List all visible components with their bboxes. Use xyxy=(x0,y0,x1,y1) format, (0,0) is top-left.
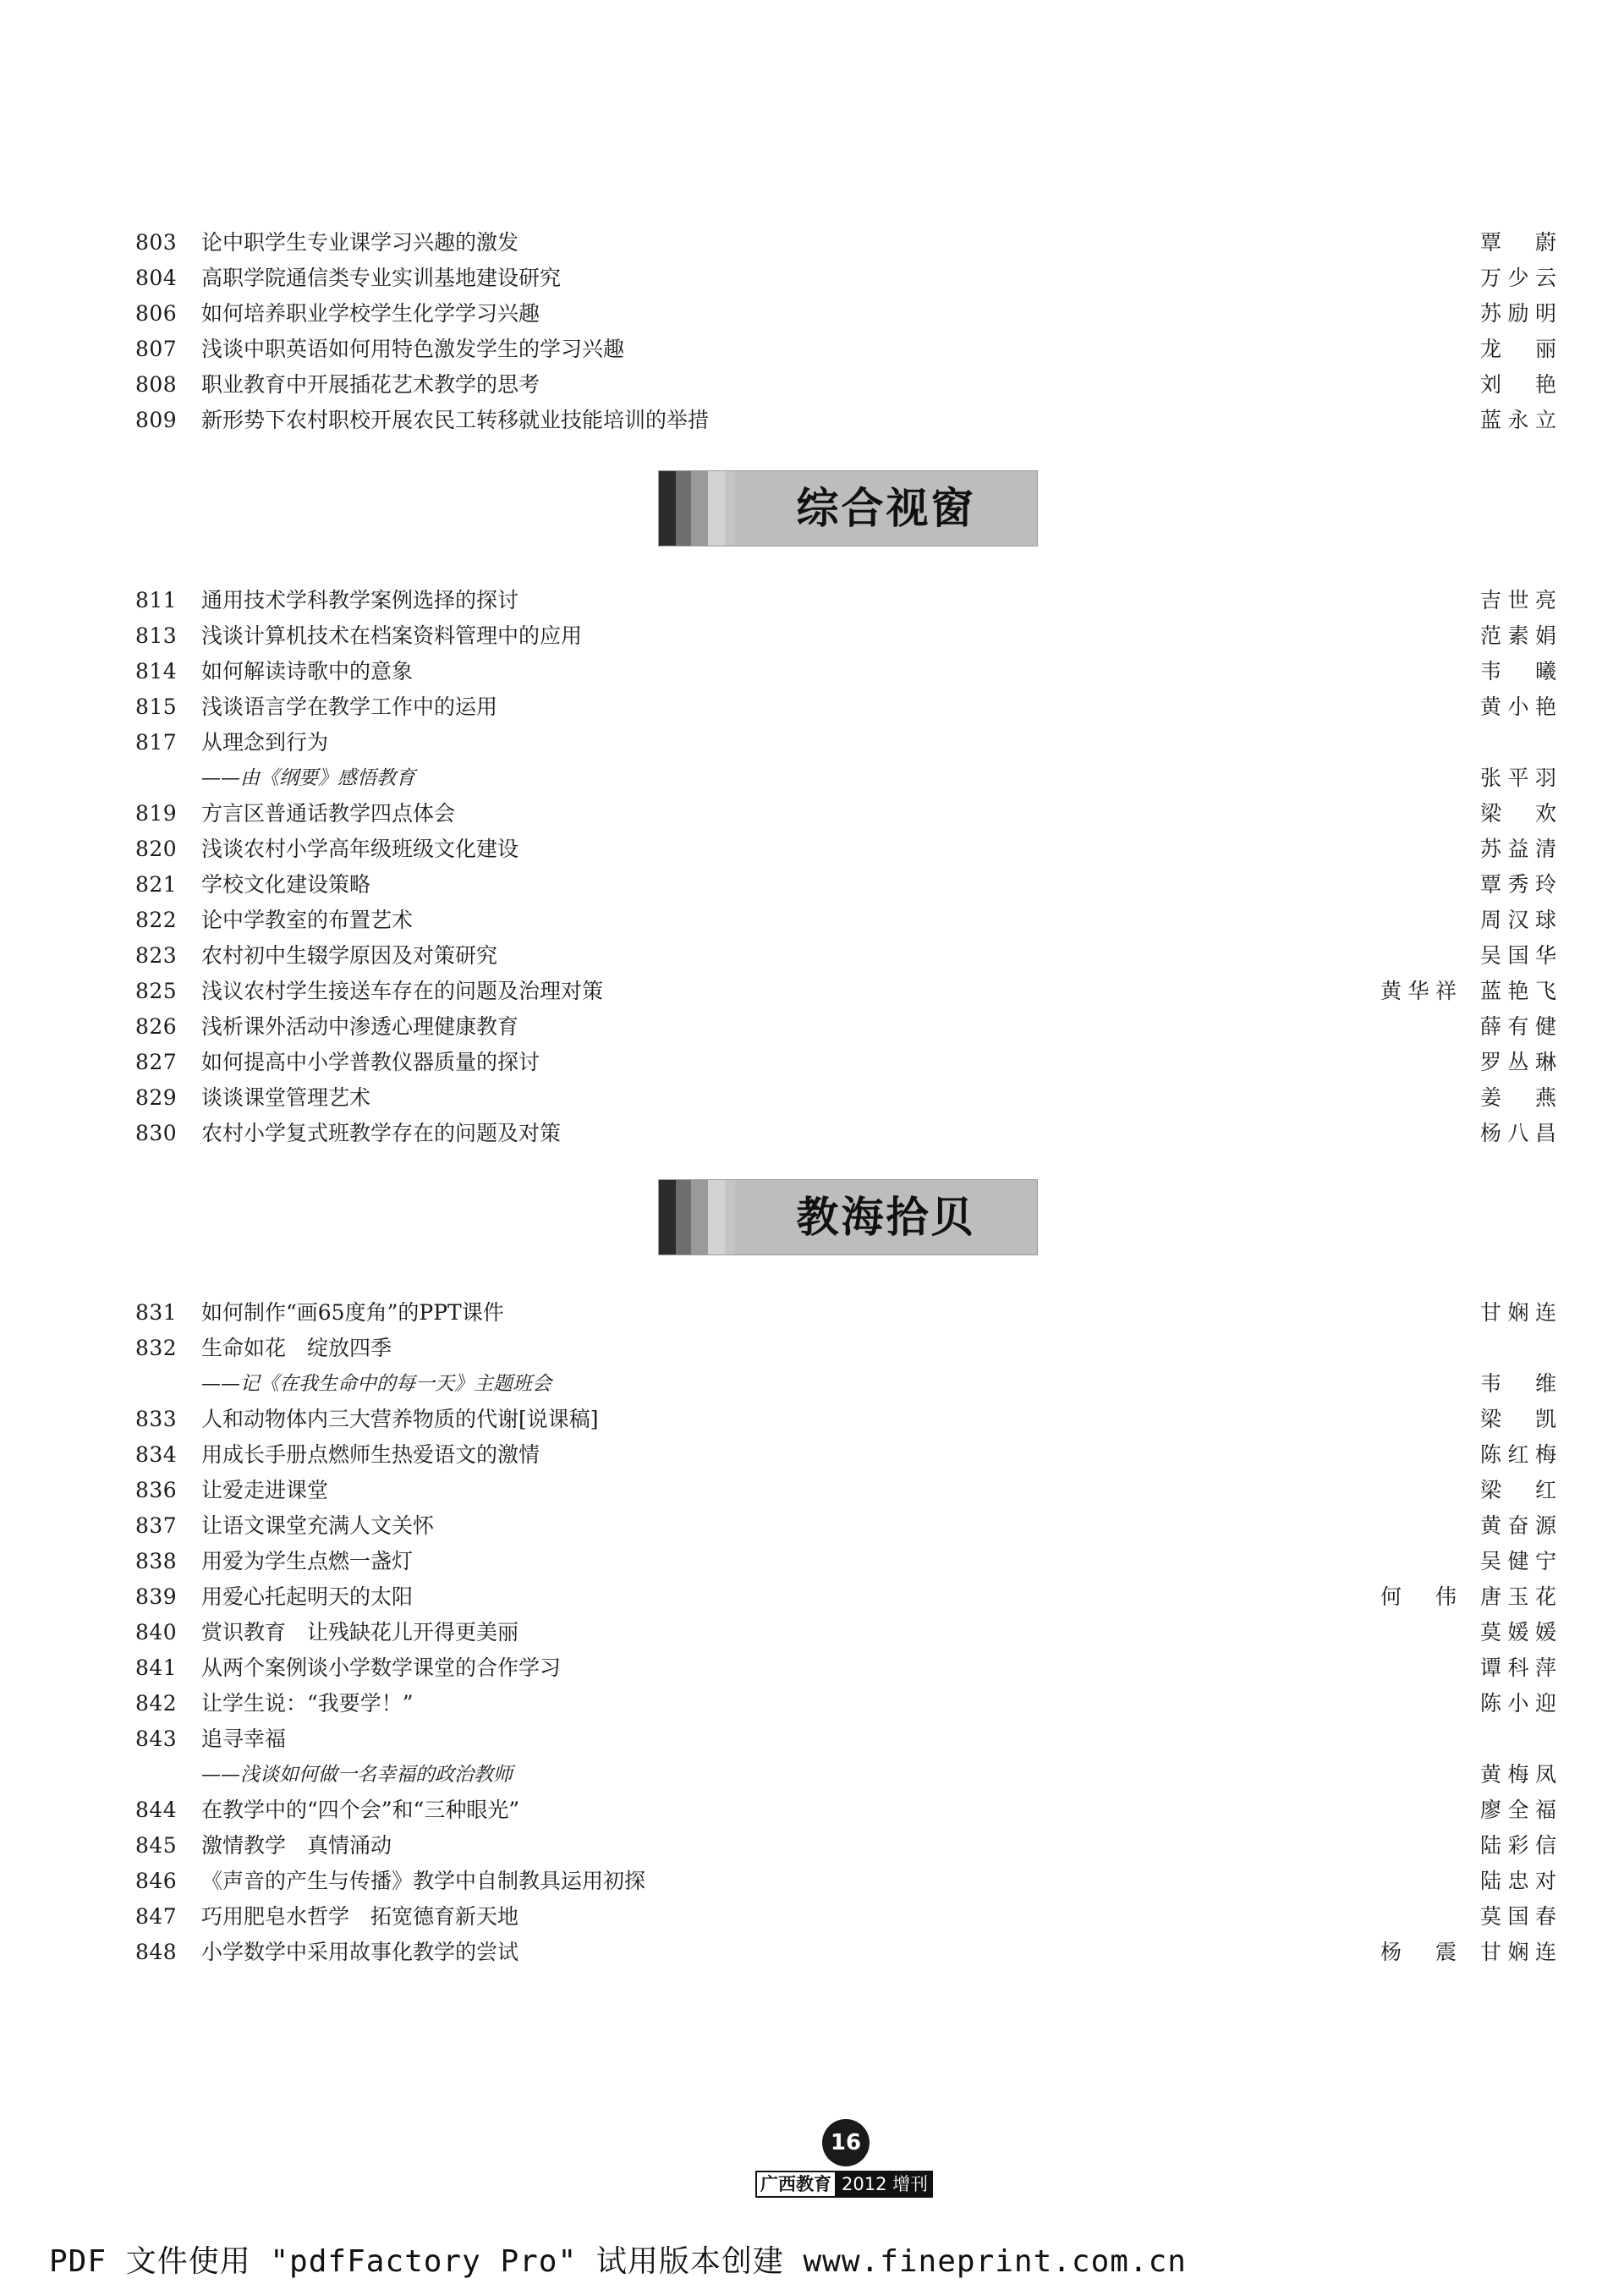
toc-row[interactable] xyxy=(135,1116,1556,1151)
banner-stripe xyxy=(708,471,725,546)
author: 姜 燕 xyxy=(1480,1085,1556,1110)
toc-row[interactable] xyxy=(135,403,1556,438)
article-title: 浅谈中职英语如何用特色激发学生的学习兴趣 xyxy=(201,337,625,361)
author: 吉世亮 xyxy=(1480,588,1556,612)
author: 陆忠对 xyxy=(1480,1869,1556,1893)
author: 韦 曦 xyxy=(1480,659,1556,684)
page-number: 809 xyxy=(135,408,178,432)
banner-stripe xyxy=(691,1180,708,1255)
page-number: 839 xyxy=(135,1584,178,1609)
author: 莫国春 xyxy=(1480,1904,1556,1929)
toc-row[interactable] xyxy=(135,1331,1556,1366)
page-number: 804 xyxy=(135,266,178,290)
toc-row[interactable] xyxy=(135,1721,1556,1757)
article-title: 赏识教育 让残缺花儿开得更美丽 xyxy=(201,1620,519,1644)
author: 韦 维 xyxy=(1480,1371,1556,1396)
section-heading-banner xyxy=(658,1179,1038,1255)
author: 甘娴连 xyxy=(1480,1300,1556,1325)
toc-row[interactable] xyxy=(135,1899,1556,1935)
toc-row[interactable] xyxy=(135,1935,1556,1970)
article-title: 在教学中的“四个会”和“三种眼光” xyxy=(201,1798,520,1822)
page-number: 845 xyxy=(135,1833,178,1858)
pdf-watermark: PDF 文件使用 "pdfFactory Pro" 试用版本创建 www.fineprint.com.cn xyxy=(49,2244,1187,2279)
banner-stripe xyxy=(676,471,691,546)
page-number: 843 xyxy=(135,1727,178,1751)
page-number: 842 xyxy=(135,1691,178,1716)
article-subtitle: ——由《纲要》感悟教育 xyxy=(201,767,415,789)
article-title: 如何培养职业学校学生化学学习兴趣 xyxy=(201,301,540,326)
author: 万少云 xyxy=(1480,266,1556,290)
toc-row[interactable] xyxy=(135,1080,1556,1116)
article-subtitle: ——记《在我生命中的每一天》主题班会 xyxy=(201,1373,551,1395)
page-number: 822 xyxy=(135,908,178,932)
toc-row[interactable] xyxy=(135,225,1556,261)
co-author: 杨 震 xyxy=(1380,1940,1457,1964)
page-number: 806 xyxy=(135,301,178,326)
toc-row[interactable] xyxy=(135,867,1556,903)
toc-row-subtitle[interactable] xyxy=(135,1366,1556,1402)
article-title: 用爱心托起明天的太阳 xyxy=(201,1584,414,1609)
toc-row[interactable] xyxy=(135,725,1556,760)
article-title: 浅谈农村小学高年级班级文化建设 xyxy=(201,837,519,861)
toc-row[interactable] xyxy=(135,1828,1556,1864)
toc-row[interactable] xyxy=(135,1615,1556,1650)
page-number: 826 xyxy=(135,1014,178,1039)
author: 甘娴连 xyxy=(1480,1940,1556,1964)
author: 梁 凯 xyxy=(1480,1407,1556,1431)
page-number: 829 xyxy=(135,1085,178,1110)
page-number: 820 xyxy=(135,837,178,861)
article-title: 谈谈课堂管理艺术 xyxy=(201,1085,371,1110)
page-number: 834 xyxy=(135,1442,178,1467)
author: 张平羽 xyxy=(1480,766,1556,790)
author: 苏益清 xyxy=(1480,837,1556,861)
article-title: 农村初中生辍学原因及对策研究 xyxy=(201,943,498,968)
page-number: 830 xyxy=(135,1121,178,1145)
toc-row[interactable] xyxy=(135,1473,1556,1508)
article-title: 学校文化建设策略 xyxy=(201,872,371,897)
page-number: 827 xyxy=(135,1050,178,1074)
banner-stripe xyxy=(676,1180,691,1255)
author: 覃秀玲 xyxy=(1480,872,1556,897)
page-number: 819 xyxy=(135,801,178,826)
toc-row[interactable] xyxy=(135,618,1556,654)
article-title: 浅谈语言学在教学工作中的运用 xyxy=(201,695,498,719)
article-title: 通用技术学科教学案例选择的探讨 xyxy=(201,588,519,612)
toc-row[interactable] xyxy=(135,903,1556,938)
article-title: 追寻幸福 xyxy=(201,1727,287,1751)
author: 梁 欢 xyxy=(1480,801,1556,826)
article-title: 巧用肥皂水哲学 拓宽德育新天地 xyxy=(201,1904,519,1929)
article-title: 方言区普通话教学四点体会 xyxy=(201,801,456,826)
author: 廖全福 xyxy=(1480,1798,1556,1822)
toc-row[interactable] xyxy=(135,1686,1556,1721)
banner-stripe xyxy=(708,1180,725,1255)
toc-row[interactable] xyxy=(135,332,1556,367)
page-number: 836 xyxy=(135,1478,178,1502)
article-title: 浅议农村学生接送车存在的问题及治理对策 xyxy=(201,979,604,1003)
article-title: 如何解读诗歌中的意象 xyxy=(201,659,414,684)
journal-issue: 2012 增刊 xyxy=(837,2171,933,2198)
section-heading: 教海拾贝 xyxy=(796,1193,976,1242)
article-title: 激情教学 真情涌动 xyxy=(201,1833,392,1858)
author: 谭科萍 xyxy=(1480,1655,1556,1680)
article-title: 让语文课堂充满人文关怀 xyxy=(201,1513,435,1538)
page-number: 823 xyxy=(135,943,178,968)
article-title: 用成长手册点燃师生热爱语文的激情 xyxy=(201,1442,540,1467)
author: 杨八昌 xyxy=(1480,1121,1556,1145)
author: 吴健宁 xyxy=(1480,1549,1556,1573)
page-number: 838 xyxy=(135,1549,178,1573)
journal-tag xyxy=(755,2171,933,2198)
section-heading: 综合视窗 xyxy=(796,484,976,533)
page-number: 825 xyxy=(135,979,178,1003)
author: 范素娟 xyxy=(1480,623,1556,648)
banner-stripe xyxy=(691,471,708,546)
page-number: 844 xyxy=(135,1798,178,1822)
article-title: 浅析课外活动中渗透心理健康教育 xyxy=(201,1014,519,1039)
author: 陈小迎 xyxy=(1480,1691,1556,1716)
author: 苏励明 xyxy=(1480,301,1556,326)
toc-row[interactable] xyxy=(135,583,1556,618)
page-number: 847 xyxy=(135,1904,178,1929)
author: 唐玉花 xyxy=(1480,1584,1556,1609)
toc-row[interactable] xyxy=(135,938,1556,974)
article-title: 让爱走进课堂 xyxy=(201,1478,329,1502)
toc-row[interactable] xyxy=(135,1544,1556,1579)
author: 蓝艳飞 xyxy=(1480,979,1556,1003)
page-number: 817 xyxy=(135,730,178,755)
toc-row[interactable] xyxy=(135,689,1556,725)
article-title: 如何提高中小学普教仪器质量的探讨 xyxy=(201,1050,540,1074)
toc-row[interactable] xyxy=(135,1402,1556,1437)
article-title: 小学数学中采用故事化教学的尝试 xyxy=(201,1940,519,1964)
toc-row[interactable] xyxy=(135,1045,1556,1080)
article-title: 浅谈计算机技术在档案资料管理中的应用 xyxy=(201,623,583,648)
toc-section-vocational xyxy=(135,225,1556,438)
page-number: 846 xyxy=(135,1869,178,1893)
page-number: 807 xyxy=(135,337,178,361)
page-number: 831 xyxy=(135,1300,178,1325)
journal-name: 广西教育 xyxy=(755,2171,837,2198)
author: 薛有健 xyxy=(1480,1014,1556,1039)
page-number: 813 xyxy=(135,623,178,648)
author: 吴国华 xyxy=(1480,943,1556,968)
toc-row[interactable] xyxy=(135,1009,1556,1045)
author: 莫媛媛 xyxy=(1480,1620,1556,1644)
co-author: 黄华祥 xyxy=(1380,979,1457,1003)
page-number: 803 xyxy=(135,230,178,255)
page-number: 814 xyxy=(135,659,178,684)
page-number: 808 xyxy=(135,372,178,397)
article-subtitle: ——浅谈如何做一名幸福的政治教师 xyxy=(201,1764,513,1786)
author: 蓝永立 xyxy=(1480,408,1556,432)
page-number: 821 xyxy=(135,872,178,897)
author: 黄小艳 xyxy=(1480,695,1556,719)
toc-row[interactable] xyxy=(135,974,1556,1009)
article-title: 从理念到行为 xyxy=(201,730,329,755)
article-title: 新形势下农村职校开展农民工转移就业技能培训的举措 xyxy=(201,408,710,432)
author: 黄梅凤 xyxy=(1480,1762,1556,1787)
toc-row[interactable] xyxy=(135,367,1556,403)
article-title: 农村小学复式班教学存在的问题及对策 xyxy=(201,1121,562,1145)
page-number-badge: 16 xyxy=(822,2119,870,2166)
toc-section-comprehensive xyxy=(135,583,1556,1151)
toc-row[interactable] xyxy=(135,1579,1556,1615)
author: 陆彩信 xyxy=(1480,1833,1556,1858)
toc-row[interactable] xyxy=(135,1864,1556,1899)
article-title: 论中职学生专业课学习兴趣的激发 xyxy=(201,230,519,255)
toc-row[interactable] xyxy=(135,1295,1556,1331)
article-title: 论中学教室的布置艺术 xyxy=(201,908,414,932)
article-title: 让学生说：“我要学！” xyxy=(201,1691,414,1716)
author: 刘 艳 xyxy=(1480,372,1556,397)
page-number: 841 xyxy=(135,1655,178,1680)
page-number: 848 xyxy=(135,1940,178,1964)
author: 龙 丽 xyxy=(1480,337,1556,361)
author: 梁 红 xyxy=(1480,1478,1556,1502)
author: 黄奋源 xyxy=(1480,1513,1556,1538)
author: 陈红梅 xyxy=(1480,1442,1556,1467)
article-title: 职业教育中开展插花艺术教学的思考 xyxy=(201,372,540,397)
page-number: 815 xyxy=(135,695,178,719)
article-title: 《声音的产生与传播》教学中自制教具运用初探 xyxy=(201,1869,646,1893)
banner-stripe xyxy=(725,471,735,546)
toc-row[interactable] xyxy=(135,1793,1556,1828)
toc-row[interactable] xyxy=(135,261,1556,296)
author: 覃 蔚 xyxy=(1480,230,1556,255)
banner-stripe xyxy=(659,1180,676,1255)
toc-row[interactable] xyxy=(135,296,1556,332)
banner-stripe xyxy=(659,471,676,546)
co-author: 何 伟 xyxy=(1380,1584,1457,1609)
toc-row[interactable] xyxy=(135,796,1556,832)
article-title: 从两个案例谈小学数学课堂的合作学习 xyxy=(201,1655,562,1680)
toc-row[interactable] xyxy=(135,654,1556,689)
toc-row[interactable] xyxy=(135,1650,1556,1686)
article-title: 用爱为学生点燃一盏灯 xyxy=(201,1549,414,1573)
page-number: 840 xyxy=(135,1620,178,1644)
page-number: 833 xyxy=(135,1407,178,1431)
toc-row-subtitle[interactable] xyxy=(135,1757,1556,1793)
page-number: 832 xyxy=(135,1336,178,1360)
article-title: 生命如花 绽放四季 xyxy=(201,1336,392,1360)
page-number: 811 xyxy=(135,588,178,612)
author: 周汉球 xyxy=(1480,908,1556,932)
article-title: 如何制作“画65度角”的PPT课件 xyxy=(201,1300,504,1325)
toc-row-subtitle[interactable] xyxy=(135,760,1556,796)
author: 罗丛琳 xyxy=(1480,1050,1556,1074)
toc-row[interactable] xyxy=(135,832,1556,867)
section-heading-banner xyxy=(658,470,1038,546)
banner-stripe xyxy=(725,1180,735,1255)
article-title: 高职学院通信类专业实训基地建设研究 xyxy=(201,266,562,290)
toc-section-teaching xyxy=(135,1295,1556,1970)
toc-row[interactable] xyxy=(135,1508,1556,1544)
article-title: 人和动物体内三大营养物质的代谢[说课稿] xyxy=(201,1407,599,1431)
page-number: 837 xyxy=(135,1513,178,1538)
toc-row[interactable] xyxy=(135,1437,1556,1473)
